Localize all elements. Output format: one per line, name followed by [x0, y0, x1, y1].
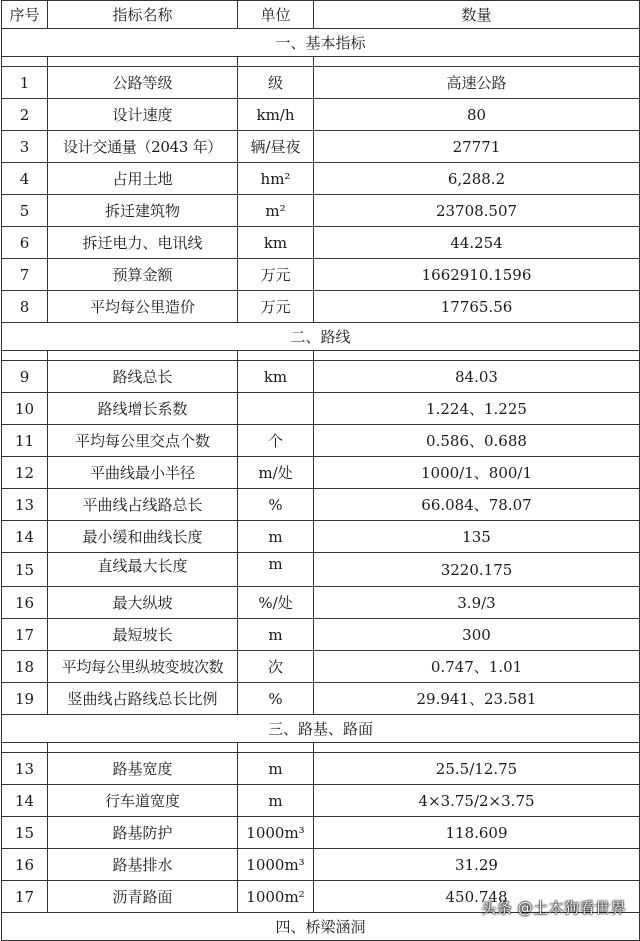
- quantity: 80: [314, 99, 640, 131]
- row-number: 15: [2, 817, 48, 849]
- watermark: 头条 @土木狗看世界: [481, 899, 626, 917]
- table-row: [2, 393, 640, 425]
- table-row: [2, 361, 640, 393]
- unit: km: [238, 361, 314, 393]
- quantity: 27771: [314, 131, 640, 163]
- spacer-cell: [238, 351, 314, 361]
- section-spacer-row: [2, 743, 640, 753]
- spacer-cell: [238, 743, 314, 753]
- quantity: 6,288.2: [314, 163, 640, 195]
- indicator-name: 路线增长系数: [48, 393, 238, 425]
- header-value: 数量: [314, 1, 640, 29]
- header-unit: 单位: [238, 1, 314, 29]
- quantity: 84.03: [314, 361, 640, 393]
- unit: hm²: [238, 163, 314, 195]
- quantity: 23708.507: [314, 195, 640, 227]
- table-row: [2, 849, 640, 881]
- table-row: [2, 587, 640, 619]
- quantity: 450.748: [314, 881, 640, 913]
- table-body: [2, 29, 640, 941]
- row-number: 13: [2, 753, 48, 785]
- table-row: [2, 425, 640, 457]
- row-number: 19: [2, 683, 48, 715]
- section-title: 三、路基、路面: [2, 715, 640, 743]
- unit: m: [238, 785, 314, 817]
- indicator-name: 直线最大长度: [48, 553, 238, 587]
- indicator-name: 最小缓和曲线长度: [48, 521, 238, 553]
- table-row: [2, 163, 640, 195]
- indicator-name: 公路等级: [48, 67, 238, 99]
- quantity: 1000/1、800/1: [314, 457, 640, 489]
- row-number: 17: [2, 881, 48, 913]
- table-row: [2, 457, 640, 489]
- quantity: 4×3.75/2×3.75: [314, 785, 640, 817]
- unit: km: [238, 227, 314, 259]
- quantity: 44.254: [314, 227, 640, 259]
- unit: 万元: [238, 259, 314, 291]
- section-title: 二、路线: [2, 323, 640, 351]
- indicator-name: 预算金额: [48, 259, 238, 291]
- table-row: [2, 67, 640, 99]
- indicator-name: 沥青路面: [48, 881, 238, 913]
- quantity: 3.9/3: [314, 587, 640, 619]
- indicator-name: 路基排水: [48, 849, 238, 881]
- unit: [238, 393, 314, 425]
- table-row: [2, 131, 640, 163]
- row-number: 5: [2, 195, 48, 227]
- unit: m/处: [238, 457, 314, 489]
- row-number: 4: [2, 163, 48, 195]
- quantity: 135: [314, 521, 640, 553]
- quantity: 1.224、1.225: [314, 393, 640, 425]
- row-number: 16: [2, 849, 48, 881]
- indicator-name: 竖曲线占路线总长比例: [48, 683, 238, 715]
- indicator-name: 路基宽度: [48, 753, 238, 785]
- table-row: [2, 259, 640, 291]
- table-row: [2, 817, 640, 849]
- indicator-name: 设计交通量（2043 年）: [48, 131, 238, 163]
- table-row: [2, 291, 640, 323]
- row-number: 16: [2, 587, 48, 619]
- unit: 个: [238, 425, 314, 457]
- indicator-name: 平均每公里造价: [48, 291, 238, 323]
- row-number: 14: [2, 785, 48, 817]
- row-number: 14: [2, 521, 48, 553]
- table-row: [2, 489, 640, 521]
- spacer-cell: [2, 743, 48, 753]
- spacer-cell: [314, 351, 640, 361]
- spacer-cell: [48, 57, 238, 67]
- indicator-name: 行车道宽度: [48, 785, 238, 817]
- table-row: [2, 521, 640, 553]
- row-number: 13: [2, 489, 48, 521]
- section-title-row: [2, 323, 640, 351]
- quantity: 300: [314, 619, 640, 651]
- row-number: 1: [2, 67, 48, 99]
- spacer-cell: [2, 57, 48, 67]
- indicator-name: 最短坡长: [48, 619, 238, 651]
- indicator-name: 平曲线占线路总长: [48, 489, 238, 521]
- quantity: 17765.56: [314, 291, 640, 323]
- section-title-row: [2, 715, 640, 743]
- unit: m: [238, 521, 314, 553]
- table-row: [2, 227, 640, 259]
- header-row: [2, 1, 640, 29]
- header-no: 序号: [2, 1, 48, 29]
- table-row: [2, 553, 640, 587]
- unit: 1000m²: [238, 881, 314, 913]
- row-number: 15: [2, 553, 48, 587]
- section-title: 一、基本指标: [2, 29, 640, 57]
- spacer-cell: [238, 57, 314, 67]
- row-number: 11: [2, 425, 48, 457]
- indicator-name: 平均每公里纵坡变坡次数: [48, 651, 238, 683]
- quantity: 66.084、78.07: [314, 489, 640, 521]
- spacer-cell: [2, 351, 48, 361]
- unit: m²: [238, 195, 314, 227]
- spacer-cell: [314, 743, 640, 753]
- quantity: 高速公路: [314, 67, 640, 99]
- section-title-row: [2, 29, 640, 57]
- indicator-name: 拆迁电力、电讯线: [48, 227, 238, 259]
- spacer-cell: [314, 57, 640, 67]
- quantity: 25.5/12.75: [314, 753, 640, 785]
- row-number: 9: [2, 361, 48, 393]
- row-number: 3: [2, 131, 48, 163]
- quantity: 3220.175: [314, 553, 640, 587]
- indicator-table: [1, 0, 640, 941]
- indicator-name: 平曲线最小半径: [48, 457, 238, 489]
- unit: 次: [238, 651, 314, 683]
- header-name: 指标名称: [48, 1, 238, 29]
- section-title: 四、桥梁涵洞: [2, 913, 640, 941]
- row-number: 2: [2, 99, 48, 131]
- quantity: 118.609: [314, 817, 640, 849]
- unit: m: [238, 619, 314, 651]
- unit: 1000m³: [238, 849, 314, 881]
- unit: m: [238, 553, 314, 587]
- indicator-name: 路基防护: [48, 817, 238, 849]
- row-number: 17: [2, 619, 48, 651]
- indicator-name: 拆迁建筑物: [48, 195, 238, 227]
- row-number: 12: [2, 457, 48, 489]
- table-row: [2, 195, 640, 227]
- spacer-cell: [48, 743, 238, 753]
- unit: %: [238, 489, 314, 521]
- table-row: [2, 753, 640, 785]
- row-number: 6: [2, 227, 48, 259]
- table-row: [2, 785, 640, 817]
- table-row: [2, 99, 640, 131]
- quantity: 0.747、1.01: [314, 651, 640, 683]
- row-number: 18: [2, 651, 48, 683]
- indicator-name: 占用土地: [48, 163, 238, 195]
- unit: %/处: [238, 587, 314, 619]
- indicator-name: 平均每公里交点个数: [48, 425, 238, 457]
- quantity: 31.29: [314, 849, 640, 881]
- unit: 1000m³: [238, 817, 314, 849]
- quantity: 29.941、23.581: [314, 683, 640, 715]
- unit: %: [238, 683, 314, 715]
- row-number: 7: [2, 259, 48, 291]
- section-spacer-row: [2, 57, 640, 67]
- indicator-name: 最大纵坡: [48, 587, 238, 619]
- table-row: [2, 619, 640, 651]
- quantity: 0.586、0.688: [314, 425, 640, 457]
- row-number: 8: [2, 291, 48, 323]
- row-number: 10: [2, 393, 48, 425]
- table-row: [2, 651, 640, 683]
- indicator-name: 路线总长: [48, 361, 238, 393]
- unit: 万元: [238, 291, 314, 323]
- unit: km/h: [238, 99, 314, 131]
- spacer-cell: [48, 351, 238, 361]
- unit: 辆/昼夜: [238, 131, 314, 163]
- table-row: [2, 683, 640, 715]
- section-spacer-row: [2, 351, 640, 361]
- indicator-name: 设计速度: [48, 99, 238, 131]
- unit: m: [238, 753, 314, 785]
- unit: 级: [238, 67, 314, 99]
- quantity: 1662910.1596: [314, 259, 640, 291]
